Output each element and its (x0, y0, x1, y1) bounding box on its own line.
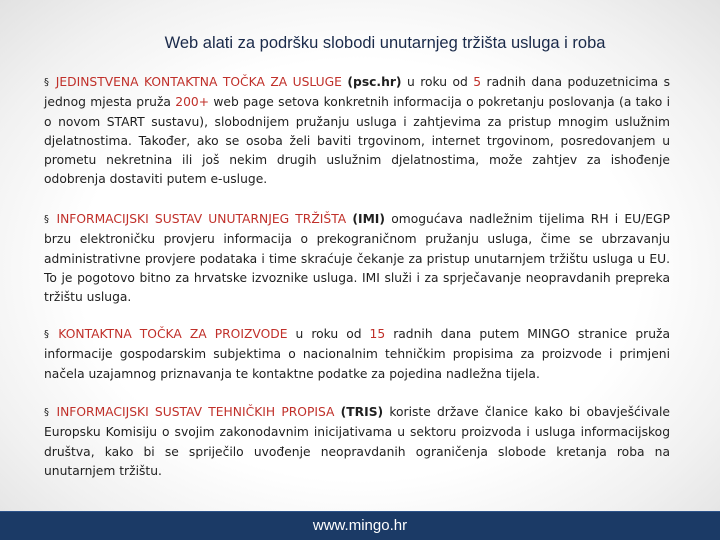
paragraph-text-part: u roku od (401, 75, 474, 89)
paragraph-text-part: u roku od (287, 327, 370, 341)
paragraph-text-part: 15 (369, 327, 386, 341)
bullet-icon: § (44, 214, 55, 225)
paragraph-text-part: (TRIS) (340, 405, 384, 419)
paragraph-heading: KONTAKTNA TOČKA ZA PROIZVODE (58, 327, 288, 341)
paragraph-text-part: radnih dana poduzetnicima s jednog mjesta pruža (44, 75, 670, 110)
bullet-icon: § (44, 407, 55, 418)
paragraph-text-part: radnih dana putem MINGO stranice pruža informacije gospodarskim subjektima o nacionalnim tehničkim propisima za proizvode i primjeni načela uzajamnog priznavanja te kontaktne podatke za pojedina nadležna tijela. (44, 327, 670, 381)
footer-bar (0, 511, 720, 540)
paragraph-text-part: koriste države članice kako bi obavješćivale Europsku Komisiju o svojim zakonodavnim inicijativama u sektoru proizvoda i usluga informacijskog društva, kako bi se spriječilo uvođenje neopravdanih ograničenja slobode kretanja roba na unutarnjem tržištu. (44, 405, 670, 478)
paragraph-heading: INFORMACIJSKI SUSTAV TEHNIČKIH PROPISA (56, 405, 335, 419)
paragraph-text-part: (psc.hr) (347, 75, 402, 89)
paragraph-text-part: web page setova konkretnih informacija o pokretanju poslovanja (a tako i o novom START sustavu), slobodnijem pružanju usluga i zahtjevima za pristup mnogim uslužnim djelatnostima. Također, ako se osoba želi baviti trgovinom, internet trgovinom, posredovanjem u prometu nekretnina ili još nekim drugih uslužnim djelatnostima, može zahtjev za ishođenje odobrenja dostaviti putem e-usluge. (44, 95, 670, 187)
paragraph-text-part: omogućava nadležnim tijelima RH i EU/EGP brzu elektroničku provjeru informacija o prekograničnom pružanju usluga, čime se ubrzavanju administrativne provjere podataka i time skraćuje čekanje za pristup unutarnjem tržištu usluga u EU. To je pogotovo bitno za hrvatske izvoznike usluga. IMI služi i za sprječavanje neopravdanih prepreka tržištu usluga. (44, 212, 670, 305)
bullet-icon: § (44, 329, 57, 340)
paragraph-product-contact (44, 325, 670, 384)
paragraph-text-part: 5 (473, 75, 482, 89)
paragraph-text-part: (IMI) (352, 212, 386, 226)
slide-title: Web alati za podršku slobodi unutarnjeg tržišta usluga i roba (164, 34, 606, 52)
paragraph-heading: JEDINSTVENA KONTAKTNA TOČKA ZA USLUGE (55, 75, 342, 89)
paragraph-text-part: 200+ (175, 95, 210, 110)
paragraph-psc (44, 73, 670, 190)
paragraph-heading: INFORMACIJSKI SUSTAV UNUTARNJEG TRŽIŠTA (56, 212, 347, 226)
paragraph-tris (44, 403, 670, 481)
paragraph-imi (44, 210, 670, 307)
footer-url[interactable]: www.mingo.hr (312, 517, 408, 534)
bullet-icon: § (44, 77, 54, 88)
